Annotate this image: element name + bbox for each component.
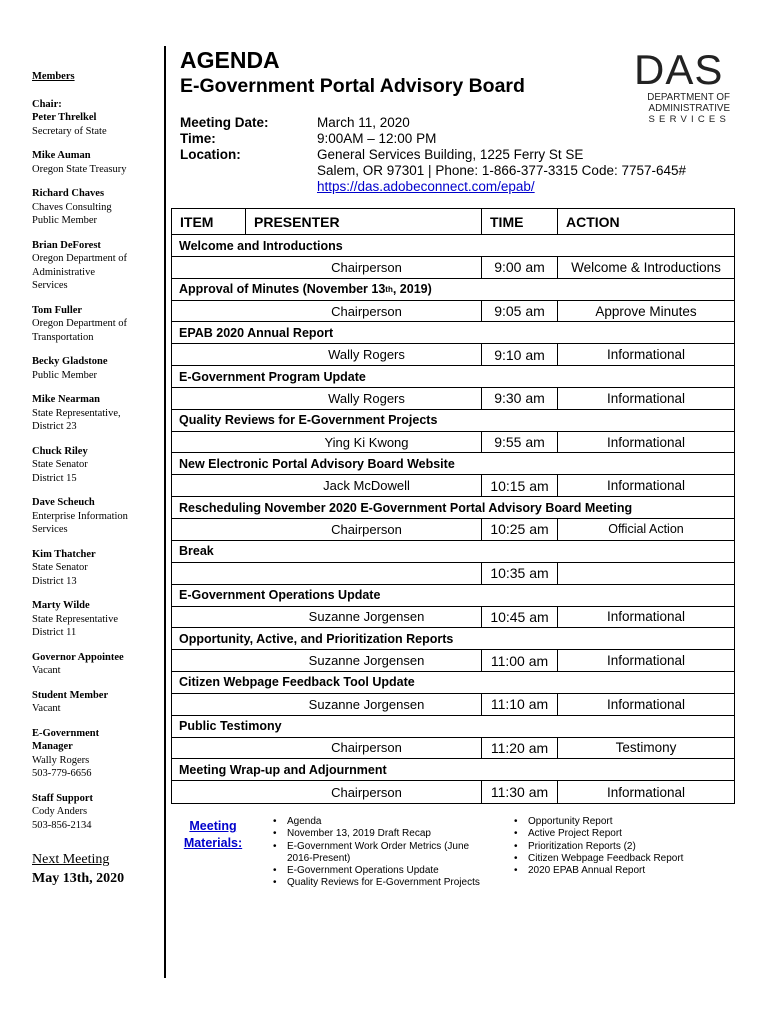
das-logo xyxy=(634,48,730,132)
action-cell xyxy=(558,563,734,584)
presenter-cell: Chairperson xyxy=(172,257,482,278)
agenda-item-text: Welcome and Introductions xyxy=(179,238,343,253)
meeting-time: 9:00AM – 12:00 PM xyxy=(317,131,437,146)
agenda-item-text: Opportunity, Active, and Prioritization Reports xyxy=(179,631,454,646)
member-name: Richard Chaves xyxy=(32,188,105,199)
material-item: • E-Government Operations Update xyxy=(271,865,501,877)
presenter-cell: Chairperson xyxy=(172,781,482,803)
agenda-item-title xyxy=(172,279,734,301)
action-cell: Approve Minutes xyxy=(595,303,697,319)
member-detail: Cody Anders xyxy=(32,806,88,817)
action-cell: Informational xyxy=(606,434,686,450)
material-item: • E-Government Work Order Metrics (June xyxy=(271,841,501,853)
table-row xyxy=(172,475,734,497)
time-cell: 10:15 am xyxy=(482,475,558,496)
meeting-date-label: Meeting Date: xyxy=(180,115,269,130)
member-detail: Public Member xyxy=(32,215,98,226)
member-detail: Vacant xyxy=(32,703,61,714)
table-row xyxy=(172,738,734,760)
presenter-cell: Chairperson xyxy=(172,738,482,759)
material-item: • Prioritization Reports (2) xyxy=(512,841,732,853)
agenda-item-title xyxy=(172,497,734,519)
member-detail: Oregon State Treasury xyxy=(32,163,127,175)
logo-mark: DAS xyxy=(634,46,724,93)
member-name: Manager xyxy=(32,741,73,752)
table-row xyxy=(172,694,734,716)
agenda-item-title xyxy=(172,716,734,738)
table-row xyxy=(172,432,734,454)
logo-line-1: DEPARTMENT OF xyxy=(647,92,730,103)
members-heading: Members xyxy=(32,71,75,82)
presenter-cell: Suzanne Jorgensen xyxy=(172,694,482,715)
members-sidebar xyxy=(32,70,158,888)
member-detail: 503-856-2134 xyxy=(32,819,92,831)
agenda-item-title xyxy=(172,585,734,607)
time-cell: 9:00 am xyxy=(482,257,558,278)
presenter-cell: Suzanne Jorgensen xyxy=(172,650,482,671)
time-cell: 10:25 am xyxy=(482,519,558,540)
time-cell: 9:10 am xyxy=(482,344,558,365)
time-cell: 11:30 am xyxy=(482,781,558,803)
agenda-item-title xyxy=(172,322,734,344)
agenda-item-text: Citizen Webpage Feedback Tool Update xyxy=(179,675,415,690)
action-cell: Informational xyxy=(606,478,686,494)
agenda-item-suffix: , 2019) xyxy=(392,282,432,297)
material-item: • 2020 EPAB Annual Report xyxy=(512,865,732,877)
member-detail: State Senator xyxy=(32,562,88,573)
member-detail: District 13 xyxy=(32,575,77,587)
member-detail: Secretary of State xyxy=(32,125,107,137)
member-entry xyxy=(32,98,158,139)
member-detail: Chaves Consulting xyxy=(32,201,112,213)
presenter-cell: Chairperson xyxy=(172,301,482,322)
table-body xyxy=(172,235,734,803)
agenda-item-title xyxy=(172,541,734,563)
member-entry xyxy=(32,689,158,716)
material-item: • November 13, 2019 Draft Recap xyxy=(271,828,501,840)
table-row xyxy=(172,607,734,629)
member-detail: Transportation xyxy=(32,331,94,343)
member-detail: District 23 xyxy=(32,421,77,432)
action-cell: Official Action xyxy=(608,522,684,537)
member-name: Chuck Riley xyxy=(32,445,88,457)
member-detail: Oregon Department of xyxy=(32,318,128,329)
action-cell: Welcome & Introductions xyxy=(571,259,721,275)
member-detail: 503-779-6656 xyxy=(32,768,92,779)
member-detail: State Senator xyxy=(32,459,88,470)
member-detail: State Representative, xyxy=(32,407,121,419)
materials-list-left xyxy=(271,816,501,890)
member-entry xyxy=(32,548,158,589)
member-detail: District 15 xyxy=(32,472,77,484)
member-name: Becky Gladstone xyxy=(32,356,108,367)
member-detail: Vacant xyxy=(32,665,61,676)
member-entry xyxy=(32,355,158,382)
meeting-time-label: Time: xyxy=(180,131,216,146)
agenda-item-text: Break xyxy=(179,544,214,559)
materials-label-line1: Meeting xyxy=(189,819,237,833)
meeting-location-line2: Salem, OR 97301 | Phone: 1-866-377-3315 Code: 7757-645# xyxy=(317,163,687,178)
table-row xyxy=(172,257,734,279)
action-cell: Informational xyxy=(606,653,686,669)
member-detail: Services xyxy=(32,280,68,291)
table-row xyxy=(172,388,734,410)
meeting-link[interactable]: https://das.adobeconnect.com/epab/ xyxy=(317,179,535,194)
agenda-item-text: E-Government Operations Update xyxy=(179,588,381,602)
meeting-location-line1: General Services Building, 1225 Ferry St SE xyxy=(317,147,584,162)
meeting-materials-link[interactable] xyxy=(182,818,244,852)
member-name: Dave Scheuch xyxy=(32,497,95,508)
material-item: • Agenda xyxy=(271,816,501,828)
action-cell: Testimony xyxy=(615,740,677,756)
member-name: Marty Wilde xyxy=(32,600,90,611)
action-cell: Informational xyxy=(606,609,686,625)
member-entry xyxy=(32,239,158,293)
member-entry xyxy=(32,496,158,537)
agenda-item-title xyxy=(172,672,734,694)
member-detail: Oregon Department of xyxy=(32,253,128,264)
header-presenter: PRESENTER xyxy=(246,209,482,234)
member-entry xyxy=(32,445,158,486)
time-cell: 9:30 am xyxy=(482,388,558,409)
materials-list-right xyxy=(512,816,732,877)
meeting-date: March 11, 2020 xyxy=(317,115,410,130)
agenda-item-text: Meeting Wrap-up and Adjournment xyxy=(179,762,387,777)
member-detail: Administrative xyxy=(32,266,95,278)
time-cell: 11:00 am xyxy=(482,650,558,671)
presenter-cell: Chairperson xyxy=(172,519,482,540)
time-cell: 11:20 am xyxy=(482,738,558,759)
next-meeting-label: Next Meeting xyxy=(32,852,110,867)
header-item: ITEM xyxy=(172,209,246,234)
material-item: • Opportunity Report xyxy=(512,816,732,828)
action-cell: Informational xyxy=(606,347,686,363)
time-cell: 10:45 am xyxy=(482,607,558,628)
table-row xyxy=(172,344,734,366)
member-entry xyxy=(32,599,158,640)
member-name: Staff Support xyxy=(32,792,93,804)
presenter-cell: Jack McDowell xyxy=(172,475,482,496)
member-name: Student Member xyxy=(32,689,109,701)
member-name: Tom Fuller xyxy=(32,304,83,316)
page-title: AGENDA xyxy=(180,47,280,73)
action-cell: Informational xyxy=(606,784,686,800)
agenda-item-text: E-Government Program Update xyxy=(179,369,366,384)
agenda-item-text: New Electronic Portal Advisory Board Website xyxy=(179,456,455,471)
time-cell: 9:05 am xyxy=(482,301,558,322)
member-entry xyxy=(32,304,158,345)
action-cell: Informational xyxy=(606,696,686,712)
material-item: • Active Project Report xyxy=(512,828,732,840)
materials-label-line2: Materials: xyxy=(183,836,243,850)
member-entry xyxy=(32,727,158,781)
member-detail: Wally Rogers xyxy=(32,754,90,766)
members-list xyxy=(32,98,158,833)
logo-line-2: ADMINISTRATIVE xyxy=(648,103,730,114)
member-detail: Services xyxy=(32,524,68,535)
table-row xyxy=(172,519,734,541)
time-cell: 11:10 am xyxy=(482,694,558,715)
agenda-item-text: EPAB 2020 Annual Report xyxy=(179,325,334,340)
member-entry xyxy=(32,187,158,228)
member-name: Peter Threlkel xyxy=(32,112,97,123)
presenter-cell: Suzanne Jorgensen xyxy=(172,607,482,628)
member-entry xyxy=(32,149,158,176)
member-entry xyxy=(32,651,158,678)
header-action: ACTION xyxy=(566,213,620,230)
meeting-location-label: Location: xyxy=(180,147,241,162)
agenda-item-text: Public Testimony xyxy=(179,719,282,734)
agenda-item-text: Rescheduling November 2020 E-Government Portal Advisory Board Meeting xyxy=(179,500,633,515)
member-name: Mike Nearman xyxy=(32,394,100,405)
member-name: Chair: xyxy=(32,98,62,110)
member-name: E-Government xyxy=(32,727,100,739)
agenda-item-title xyxy=(172,628,734,650)
board-name: E-Government Portal Advisory Board xyxy=(180,75,525,97)
member-detail: District 11 xyxy=(32,627,77,638)
vertical-divider xyxy=(164,46,166,978)
header-time: TIME xyxy=(482,209,558,234)
member-detail: Enterprise Information xyxy=(32,510,128,522)
agenda-item-title xyxy=(172,235,734,257)
logo-line-3: SERVICES xyxy=(648,114,730,125)
table-row xyxy=(172,781,734,803)
member-name: Brian DeForest xyxy=(32,239,101,251)
table-header xyxy=(172,209,734,235)
agenda-item-title xyxy=(172,366,734,388)
member-entry xyxy=(32,792,158,833)
table-row xyxy=(172,563,734,585)
agenda-item-title xyxy=(172,410,734,432)
agenda-table xyxy=(171,208,735,804)
action-cell: Informational xyxy=(606,390,686,406)
agenda-item-text: Approval of Minutes (November 13 xyxy=(179,282,386,297)
presenter-cell: Wally Rogers xyxy=(172,344,482,365)
member-name: Governor Appointee xyxy=(32,651,124,663)
member-name: Kim Thatcher xyxy=(32,548,96,560)
agenda-item-text: Quality Reviews for E-Government Projects xyxy=(179,413,438,428)
agenda-item-title xyxy=(172,759,734,781)
time-cell: 10:35 am xyxy=(482,563,558,584)
member-name: Mike Auman xyxy=(32,150,91,161)
material-item: 2016-Present) xyxy=(287,852,351,864)
member-detail: State Representative xyxy=(32,613,119,625)
time-cell: 9:55 am xyxy=(482,432,558,453)
member-entry xyxy=(32,393,158,434)
table-row xyxy=(172,301,734,323)
presenter-cell: Ying Ki Kwong xyxy=(172,432,482,453)
member-detail: Public Member xyxy=(32,369,98,381)
agenda-item-sup: th xyxy=(385,284,393,294)
agenda-item-title xyxy=(172,453,734,475)
next-meeting-date: May 13th, 2020 xyxy=(32,871,125,886)
table-row xyxy=(172,650,734,672)
presenter-cell xyxy=(172,563,482,584)
material-item: • Citizen Webpage Feedback Report xyxy=(512,853,732,865)
material-item: • Quality Reviews for E-Government Projects xyxy=(271,877,501,889)
presenter-cell: Wally Rogers xyxy=(172,388,482,409)
